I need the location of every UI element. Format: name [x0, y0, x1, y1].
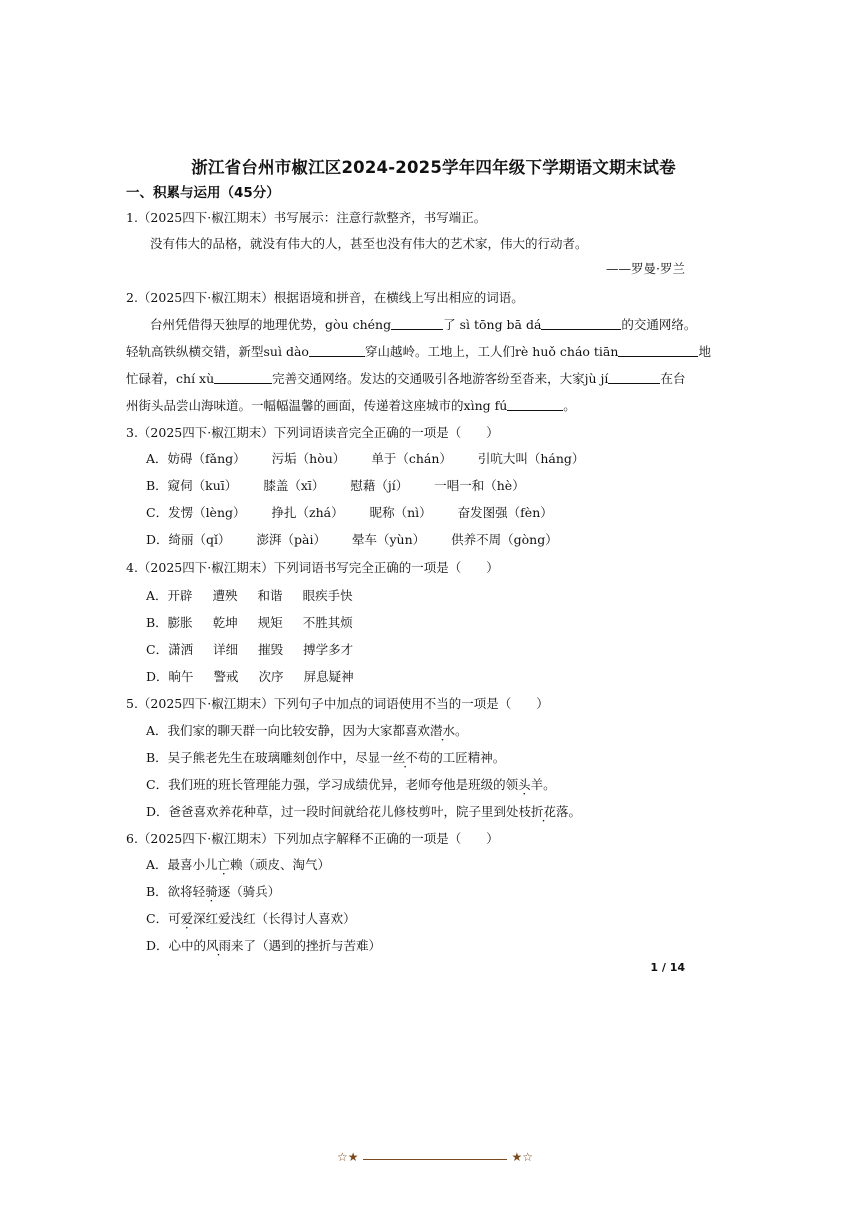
q1-source: ——罗曼·罗兰 [606, 261, 685, 276]
q4-stem: 4.（2025四下·椒江期末）下列词语书写完全正确的一项是（ ） [126, 560, 499, 575]
footer-ornament [337, 1150, 533, 1168]
q2-pinyin: chí xù [176, 371, 215, 386]
q2-blank-2[interactable] [541, 317, 621, 330]
q2-text: 地 [698, 344, 711, 359]
q4-a-word-3: 和谐 [257, 588, 283, 603]
q3-b-word-4: 一唱一和（hè） [434, 478, 525, 493]
q4-c-word-4: 搏学多才 [303, 642, 354, 657]
q3-stem: 3.（2025四下·椒江期末）下列词语读音完全正确的一项是（ ） [126, 425, 499, 440]
q2-text: 的交通网络。 [621, 317, 697, 332]
q2-pinyin: sì tōng bā dá [459, 317, 542, 332]
q5-stem: 5.（2025四下·椒江期末）下列句子中加点的词语使用不当的一项是（ ） [126, 696, 549, 711]
q2-pinyin: gòu chéng [325, 317, 392, 332]
q4-d-word-2: 警戒 [213, 669, 239, 684]
q5-c-end: 。 [543, 777, 556, 792]
q4-d-word-4: 屏息疑神 [303, 669, 354, 684]
q3-option-d[interactable] [146, 530, 558, 548]
q4-d-word-1: D．晌午 [146, 669, 194, 684]
q6-stem: 6.（2025四下·椒江期末）下列加点字解释不正确的一项是（ ） [126, 831, 499, 846]
q2-line-3 [126, 369, 685, 387]
q3-d-word-4: 供养不周（gòng） [451, 532, 558, 547]
q6-a-end: 赖（顽皮、淘气） [230, 857, 331, 872]
q3-c-word-1: C．发愣（lèng） [146, 505, 246, 520]
q3-d-word-1: D．绮丽（qǐ） [146, 532, 231, 547]
q3-d-word-3: 晕车（yùn） [351, 532, 426, 547]
q2-text: 忙碌着， [126, 371, 177, 386]
q2-blank-1[interactable] [391, 317, 443, 330]
q6-d-dotted-word: 风雨 [206, 938, 232, 953]
q5-b-text: B．吴子熊老先生在玻璃雕刻创作中，尽显 [146, 750, 381, 765]
q4-option-d[interactable] [146, 667, 354, 685]
q6-a-dotted-char: 亡 [217, 857, 231, 872]
star-icon: ★☆ [511, 1150, 533, 1164]
q3-a-word-4: 引吭大叫（háng） [477, 451, 585, 466]
q3-option-b[interactable] [146, 476, 525, 494]
q4-c-word-1: C．潇洒 [146, 642, 194, 657]
q5-d-text: D．爸爸喜欢养花种草，过一段时间就给花儿修枝剪叶，院子里到处 [146, 804, 519, 819]
q5-b-end: 的工匠精神。 [430, 750, 506, 765]
q2-blank-7[interactable] [507, 398, 563, 411]
q3-a-word-3: 单于（chán） [371, 451, 452, 466]
q2-pinyin: suì dào [263, 344, 309, 359]
q3-b-word-1: B．窥伺（kuī） [146, 478, 238, 493]
q4-option-a[interactable] [146, 586, 353, 604]
q3-b-word-2: 膝盖（xī） [263, 478, 325, 493]
q3-c-word-2: 挣扎（zhá） [271, 505, 344, 520]
q2-pinyin: rè huǒ cháo tiān [514, 344, 619, 359]
q3-c-word-4: 奋发图强（fèn） [457, 505, 553, 520]
q3-option-a[interactable] [146, 449, 584, 467]
q2-text: 了 [443, 317, 456, 332]
q2-line-4 [126, 396, 576, 414]
q2-text: 在台 [660, 371, 686, 386]
q2-pinyin: xìng fú [463, 398, 508, 413]
exam-title: 浙江省台州市椒江区2024-2025学年四年级下学期语文期末试卷 [191, 158, 676, 177]
page-number: 1 / 14 [650, 961, 685, 974]
q6-option-c[interactable] [146, 909, 356, 927]
q2-text: 完善交通网络。发达的交通吸引各地游客纷至沓来，大家 [272, 371, 585, 386]
q2-blank-3[interactable] [309, 344, 365, 357]
q5-option-c[interactable] [146, 775, 556, 793]
q2-blank-5[interactable] [214, 371, 272, 384]
q3-d-word-2: 澎湃（pài） [256, 532, 326, 547]
q3-option-c[interactable] [146, 503, 553, 521]
q2-blank-6[interactable] [608, 371, 660, 384]
q5-b-dotted-word: 一丝不苟 [380, 750, 431, 765]
q4-c-word-3: 摧毁 [258, 642, 284, 657]
q6-option-a[interactable] [146, 855, 330, 873]
q2-text: 台州凭借得天独厚的地理优势， [150, 317, 326, 332]
q5-option-b[interactable] [146, 748, 505, 766]
q2-line-1 [150, 315, 696, 333]
q5-a-text: A．我们家的聊天群一向比较安静，因为大家都喜欢 [146, 723, 431, 738]
q2-blank-4[interactable] [618, 344, 698, 357]
section-heading-1: 一、积累与运用（45分） [126, 185, 280, 201]
q6-b-text: B．欲将轻 [146, 884, 206, 899]
q4-c-word-2: 详细 [213, 642, 239, 657]
q5-c-text: C．我们班的班长管理能力强，学习成绩优异，老师夸他是班级的 [146, 777, 506, 792]
q2-text: 轻轨高铁纵横交错，新型 [126, 344, 264, 359]
q6-c-text: C．可 [146, 911, 181, 926]
q6-d-end: 来了（遇到的挫折与苦难） [231, 938, 382, 953]
q4-option-c[interactable] [146, 640, 353, 658]
q6-c-dotted-char: 爱 [180, 911, 194, 926]
q2-pinyin: jù jí [584, 371, 609, 386]
q6-c-end: 深红爱浅红（长得讨人喜欢） [193, 911, 356, 926]
q6-option-b[interactable] [146, 882, 280, 900]
q4-b-word-2: 乾坤 [212, 615, 238, 630]
footer-rule [363, 1159, 507, 1160]
q5-a-dotted-word: 潜水 [430, 723, 456, 738]
q5-d-end: 。 [568, 804, 582, 819]
q4-a-word-2: 遭殃 [212, 588, 238, 603]
q4-b-word-4: 不胜其烦 [302, 615, 353, 630]
q5-a-end: 。 [455, 723, 468, 738]
q6-b-end: 逐（骑兵） [217, 884, 281, 899]
q2-text: 州街头品尝山海味道。一幅幅温馨的画面，传递着这座城市的 [126, 398, 464, 413]
q2-line-2 [126, 342, 711, 360]
q1-quote: 没有伟大的品格，就没有伟大的人，甚至也没有伟大的艺术家，伟大的行动者。 [150, 236, 588, 251]
q6-a-text: A．最喜小儿 [146, 857, 218, 872]
q1-stem: 1.（2025四下·椒江期末）书写展示：注意行款整齐，书写端正。 [126, 210, 487, 225]
q3-c-word-3: 昵称（nì） [369, 505, 432, 520]
q2-text: 穿山越岭。工地上，工人们 [364, 344, 515, 359]
q5-option-d[interactable] [146, 802, 581, 820]
q5-option-a[interactable] [146, 721, 468, 739]
q6-option-d[interactable] [146, 936, 381, 954]
q2-stem: 2.（2025四下·椒江期末）根据语境和拼音，在横线上写出相应的词语。 [126, 290, 524, 305]
q3-a-word-1: A．妨碍（fǎng） [146, 451, 246, 466]
q5-c-dotted-word: 领头羊 [505, 777, 544, 792]
q5-d-dotted-word: 枝折花落 [518, 804, 569, 819]
q3-b-word-3: 慰藉（jí） [350, 478, 409, 493]
q4-b-word-1: B．膨胀 [146, 615, 193, 630]
q4-a-word-1: A．开辟 [146, 588, 193, 603]
q6-b-dotted-char: 骑 [205, 884, 218, 899]
q4-option-b[interactable] [146, 613, 353, 631]
q2-text: 。 [563, 398, 576, 413]
star-icon: ☆★ [337, 1150, 359, 1164]
q4-d-word-3: 次序 [258, 669, 284, 684]
q4-b-word-3: 规矩 [257, 615, 283, 630]
q4-a-word-4: 眼疾手快 [302, 588, 353, 603]
q3-a-word-2: 污垢（hòu） [271, 451, 346, 466]
q6-d-text: D．心中的 [146, 938, 207, 953]
